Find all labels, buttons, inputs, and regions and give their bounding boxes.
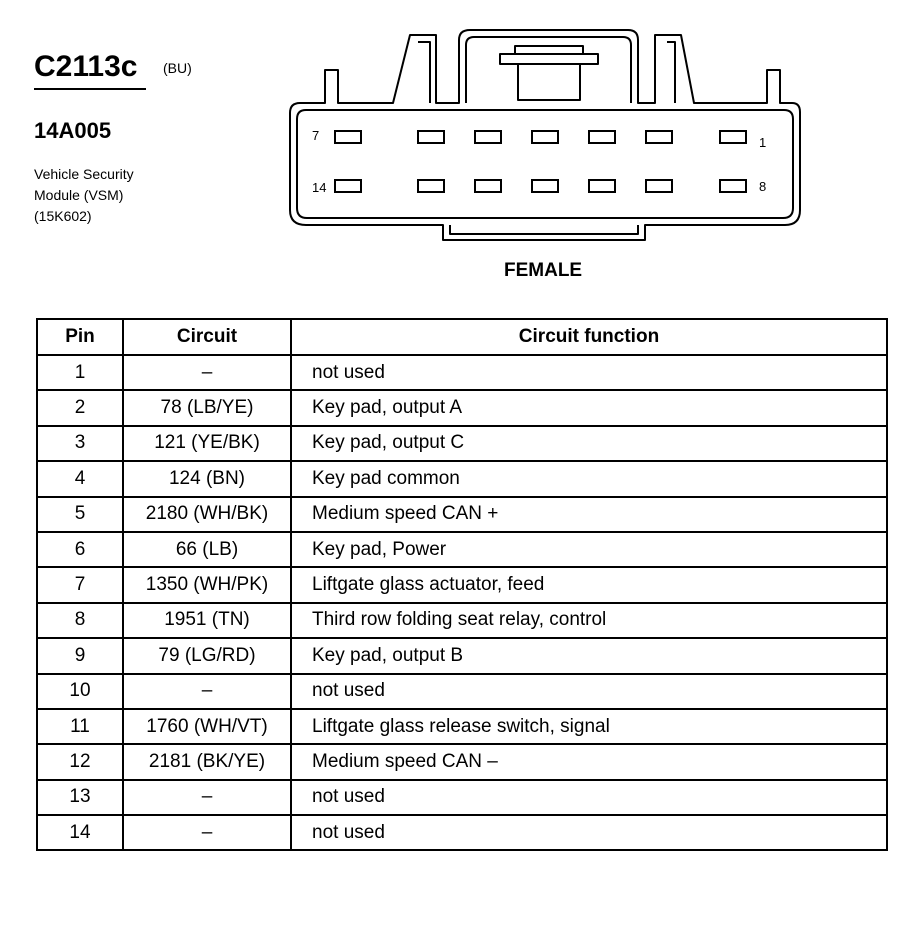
- pin-cavity: [418, 180, 444, 192]
- pin-cavity: [418, 131, 444, 143]
- left-latch-detail: [418, 42, 430, 103]
- description-line: (15K602): [34, 208, 92, 224]
- circuit-function-cell: Liftgate glass release switch, signal: [291, 709, 887, 744]
- pin-cavity: [532, 180, 558, 192]
- circuit-function-cell: Liftgate glass actuator, feed: [291, 567, 887, 602]
- pin-label-bottom-left: 14: [312, 180, 327, 195]
- table-row: [37, 497, 887, 532]
- column-header-circuit: Circuit: [123, 319, 291, 355]
- table-row: [37, 709, 887, 744]
- table-row: [37, 567, 887, 602]
- pin-number-cell: 12: [37, 744, 123, 779]
- pin-cavity: [720, 131, 746, 143]
- circuit-function-cell: Key pad, Power: [291, 532, 887, 567]
- circuit-function-cell: not used: [291, 674, 887, 709]
- circuit-function-cell: Key pad, output C: [291, 426, 887, 461]
- circuit-cell: –: [123, 815, 291, 850]
- pin-number-cell: 6: [37, 532, 123, 567]
- connector-id: C2113c: [34, 50, 138, 83]
- description-line: Vehicle Security: [34, 166, 134, 182]
- circuit-cell: 121 (YE/BK): [123, 426, 291, 461]
- pin-number-cell: 7: [37, 567, 123, 602]
- circuit-function-cell: not used: [291, 780, 887, 815]
- lock-tab-base: [518, 64, 580, 100]
- table-row: [37, 532, 887, 567]
- connector-color-code: (BU): [163, 60, 192, 76]
- description-line: Module (VSM): [34, 187, 124, 203]
- pin-number-cell: 9: [37, 638, 123, 673]
- circuit-cell: 79 (LG/RD): [123, 638, 291, 673]
- circuit-function-cell: Key pad, output B: [291, 638, 887, 673]
- lock-tab: [500, 54, 598, 64]
- circuit-cell: 2180 (WH/BK): [123, 497, 291, 532]
- table-row: [37, 603, 887, 638]
- pin-label-top-right: 1: [759, 135, 767, 150]
- part-number: 14A005: [34, 118, 112, 143]
- table-row: [37, 390, 887, 425]
- circuit-function-cell: not used: [291, 815, 887, 850]
- table-header-row: [37, 319, 887, 355]
- circuit-cell: 1951 (TN): [123, 603, 291, 638]
- pin-number-cell: 3: [37, 426, 123, 461]
- table-row: [37, 674, 887, 709]
- connector-face-diagram: [0, 0, 918, 260]
- circuit-cell: –: [123, 780, 291, 815]
- lock-tab-top: [515, 46, 583, 54]
- connector-body-outline: [290, 30, 800, 240]
- connector-gender-label: FEMALE: [504, 260, 583, 281]
- pin-cavity: [532, 131, 558, 143]
- table-row: [37, 780, 887, 815]
- circuit-function-cell: Key pad, output A: [291, 390, 887, 425]
- circuit-cell: 2181 (BK/YE): [123, 744, 291, 779]
- pin-cavity: [646, 180, 672, 192]
- pin-cavity: [720, 180, 746, 192]
- circuit-function-cell: Medium speed CAN +: [291, 497, 887, 532]
- circuit-function-cell: Key pad common: [291, 461, 887, 496]
- circuit-cell: 1760 (WH/VT): [123, 709, 291, 744]
- pin-cavity: [335, 180, 361, 192]
- circuit-cell: –: [123, 355, 291, 390]
- pin-cavities-bottom-row: [335, 180, 746, 192]
- pin-cavity: [335, 131, 361, 143]
- circuit-cell: –: [123, 674, 291, 709]
- pin-number-cell: 4: [37, 461, 123, 496]
- pin-cavity: [589, 131, 615, 143]
- pin-number-cell: 10: [37, 674, 123, 709]
- column-header-pin: Pin: [37, 319, 123, 355]
- pin-number-cell: 13: [37, 780, 123, 815]
- column-header-function: Circuit function: [291, 319, 887, 355]
- pin-number-cell: 8: [37, 603, 123, 638]
- bottom-key-detail: [450, 225, 638, 234]
- circuit-function-cell: Third row folding seat relay, control: [291, 603, 887, 638]
- pin-number-cell: 1: [37, 355, 123, 390]
- right-latch-detail: [667, 42, 675, 103]
- table-row: [37, 638, 887, 673]
- pin-number-cell: 5: [37, 497, 123, 532]
- pin-label-bottom-right: 8: [759, 179, 767, 194]
- table-row: [37, 815, 887, 850]
- pin-cavity: [589, 180, 615, 192]
- circuit-cell: 78 (LB/YE): [123, 390, 291, 425]
- pin-number-cell: 11: [37, 709, 123, 744]
- pin-cavity: [475, 180, 501, 192]
- circuit-cell: 66 (LB): [123, 532, 291, 567]
- pin-cavity: [475, 131, 501, 143]
- circuit-function-cell: not used: [291, 355, 887, 390]
- pinout-table: [36, 318, 888, 851]
- table-row: [37, 355, 887, 390]
- table-row: [37, 426, 887, 461]
- pin-cavities-top-row: [335, 131, 746, 143]
- pin-cavity: [646, 131, 672, 143]
- pin-number-cell: 14: [37, 815, 123, 850]
- connector-inner-outline: [297, 110, 793, 218]
- table-row: [37, 461, 887, 496]
- pin-number-cell: 2: [37, 390, 123, 425]
- pin-label-top-left: 7: [312, 128, 320, 143]
- table-row: [37, 744, 887, 779]
- circuit-cell: 1350 (WH/PK): [123, 567, 291, 602]
- circuit-function-cell: Medium speed CAN –: [291, 744, 887, 779]
- circuit-cell: 124 (BN): [123, 461, 291, 496]
